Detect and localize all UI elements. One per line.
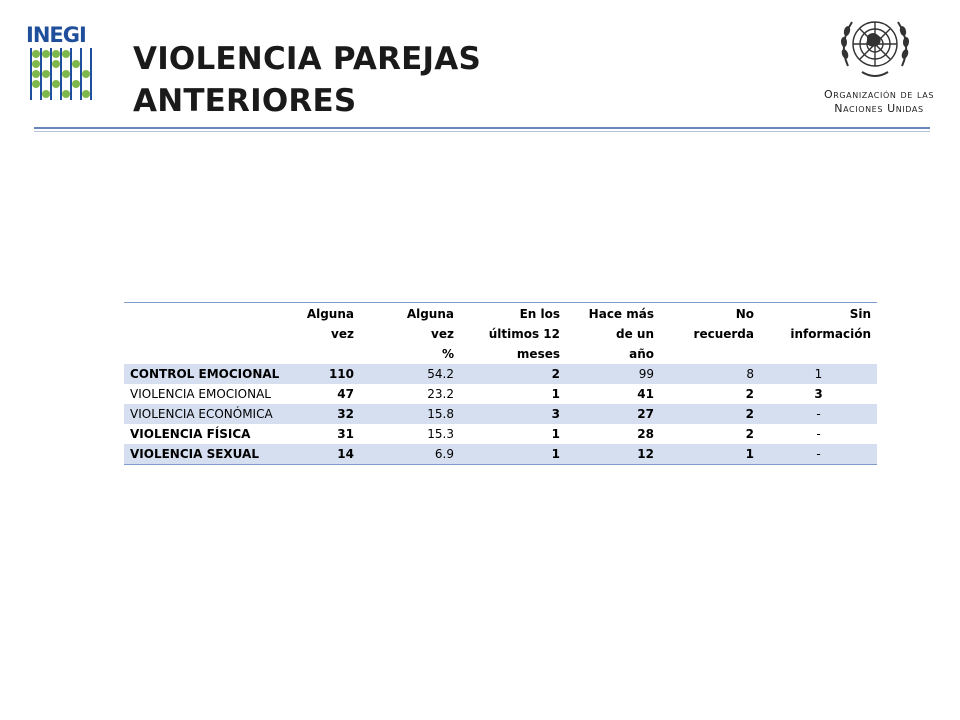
table-header-row bbox=[124, 303, 877, 365]
cell-no-recuerda: 1 bbox=[745, 447, 754, 461]
table-row bbox=[124, 444, 877, 465]
cell-alguna-vez: 47 bbox=[337, 387, 354, 401]
cell-hace-mas-de-un-anio: 28 bbox=[637, 427, 654, 441]
row-label: VIOLENCIA SEXUAL bbox=[130, 447, 259, 461]
col-header-categoria bbox=[124, 303, 296, 365]
cell-ultimos-12-meses: 1 bbox=[551, 387, 560, 401]
cell-alguna-vez-pct: 15.8 bbox=[427, 407, 454, 421]
row-label: CONTROL EMOCIONAL bbox=[130, 367, 280, 381]
cell-sin-informacion: - bbox=[816, 447, 821, 461]
cell-alguna-vez: 110 bbox=[328, 367, 354, 381]
violence-table bbox=[124, 302, 877, 465]
inegi-logo-icon bbox=[24, 22, 100, 102]
table-row bbox=[124, 404, 877, 424]
col-header-no-recuerda: No recuerda bbox=[693, 307, 754, 341]
cell-alguna-vez-pct: 15.3 bbox=[427, 427, 454, 441]
cell-ultimos-12-meses: 2 bbox=[551, 367, 560, 381]
page-title bbox=[133, 38, 481, 122]
un-name-line-1: Organización de las bbox=[823, 88, 935, 101]
cell-alguna-vez: 32 bbox=[337, 407, 354, 421]
table-row bbox=[124, 424, 877, 444]
header-divider-secondary bbox=[34, 131, 930, 132]
table-row bbox=[124, 384, 877, 404]
cell-sin-informacion: 3 bbox=[814, 387, 823, 401]
cell-alguna-vez-pct: 6.9 bbox=[434, 447, 454, 461]
title-line-1: VIOLENCIA PAREJAS bbox=[133, 41, 481, 77]
cell-hace-mas-de-un-anio: 41 bbox=[637, 387, 654, 401]
col-header-ultimos-12-meses: En los últimos 12 meses bbox=[488, 307, 560, 361]
cell-hace-mas-de-un-anio: 27 bbox=[637, 407, 654, 421]
row-label: VIOLENCIA FÍSICA bbox=[130, 427, 251, 441]
cell-ultimos-12-meses: 1 bbox=[551, 427, 560, 441]
cell-alguna-vez-pct: 23.2 bbox=[427, 387, 454, 401]
cell-sin-informacion: - bbox=[816, 407, 821, 421]
cell-ultimos-12-meses: 1 bbox=[551, 447, 560, 461]
cell-no-recuerda: 2 bbox=[745, 387, 754, 401]
cell-alguna-vez-pct: 54.2 bbox=[427, 367, 454, 381]
un-emblem-icon bbox=[834, 6, 916, 86]
cell-alguna-vez: 14 bbox=[337, 447, 354, 461]
col-header-hace-mas-de-un-anio: Hace más de un año bbox=[588, 307, 654, 361]
title-line-2: ANTERIORES bbox=[133, 83, 357, 119]
cell-hace-mas-de-un-anio: 99 bbox=[638, 367, 654, 381]
col-header-alguna-vez-pct: Alguna vez % bbox=[406, 307, 454, 361]
row-label: VIOLENCIA EMOCIONAL bbox=[130, 387, 271, 401]
cell-no-recuerda: 2 bbox=[745, 407, 754, 421]
cell-hace-mas-de-un-anio: 12 bbox=[637, 447, 654, 461]
cell-alguna-vez: 31 bbox=[337, 427, 354, 441]
cell-sin-informacion: - bbox=[816, 427, 821, 441]
un-logo bbox=[814, 6, 944, 126]
svg-text:INEGI: INEGI bbox=[26, 23, 86, 47]
un-name bbox=[814, 88, 944, 116]
cell-no-recuerda: 8 bbox=[746, 367, 754, 381]
col-header-sin-informacion: Sin información bbox=[790, 307, 871, 341]
col-header-alguna-vez: Alguna vez bbox=[306, 307, 354, 341]
header-divider bbox=[34, 127, 930, 129]
table-row bbox=[124, 364, 877, 384]
cell-no-recuerda: 2 bbox=[745, 427, 754, 441]
cell-sin-informacion: 1 bbox=[814, 367, 823, 381]
row-label: VIOLENCIA ECONÓMICA bbox=[130, 407, 273, 421]
cell-ultimos-12-meses: 3 bbox=[551, 407, 560, 421]
un-name-line-2: Naciones Unidas bbox=[834, 102, 924, 115]
